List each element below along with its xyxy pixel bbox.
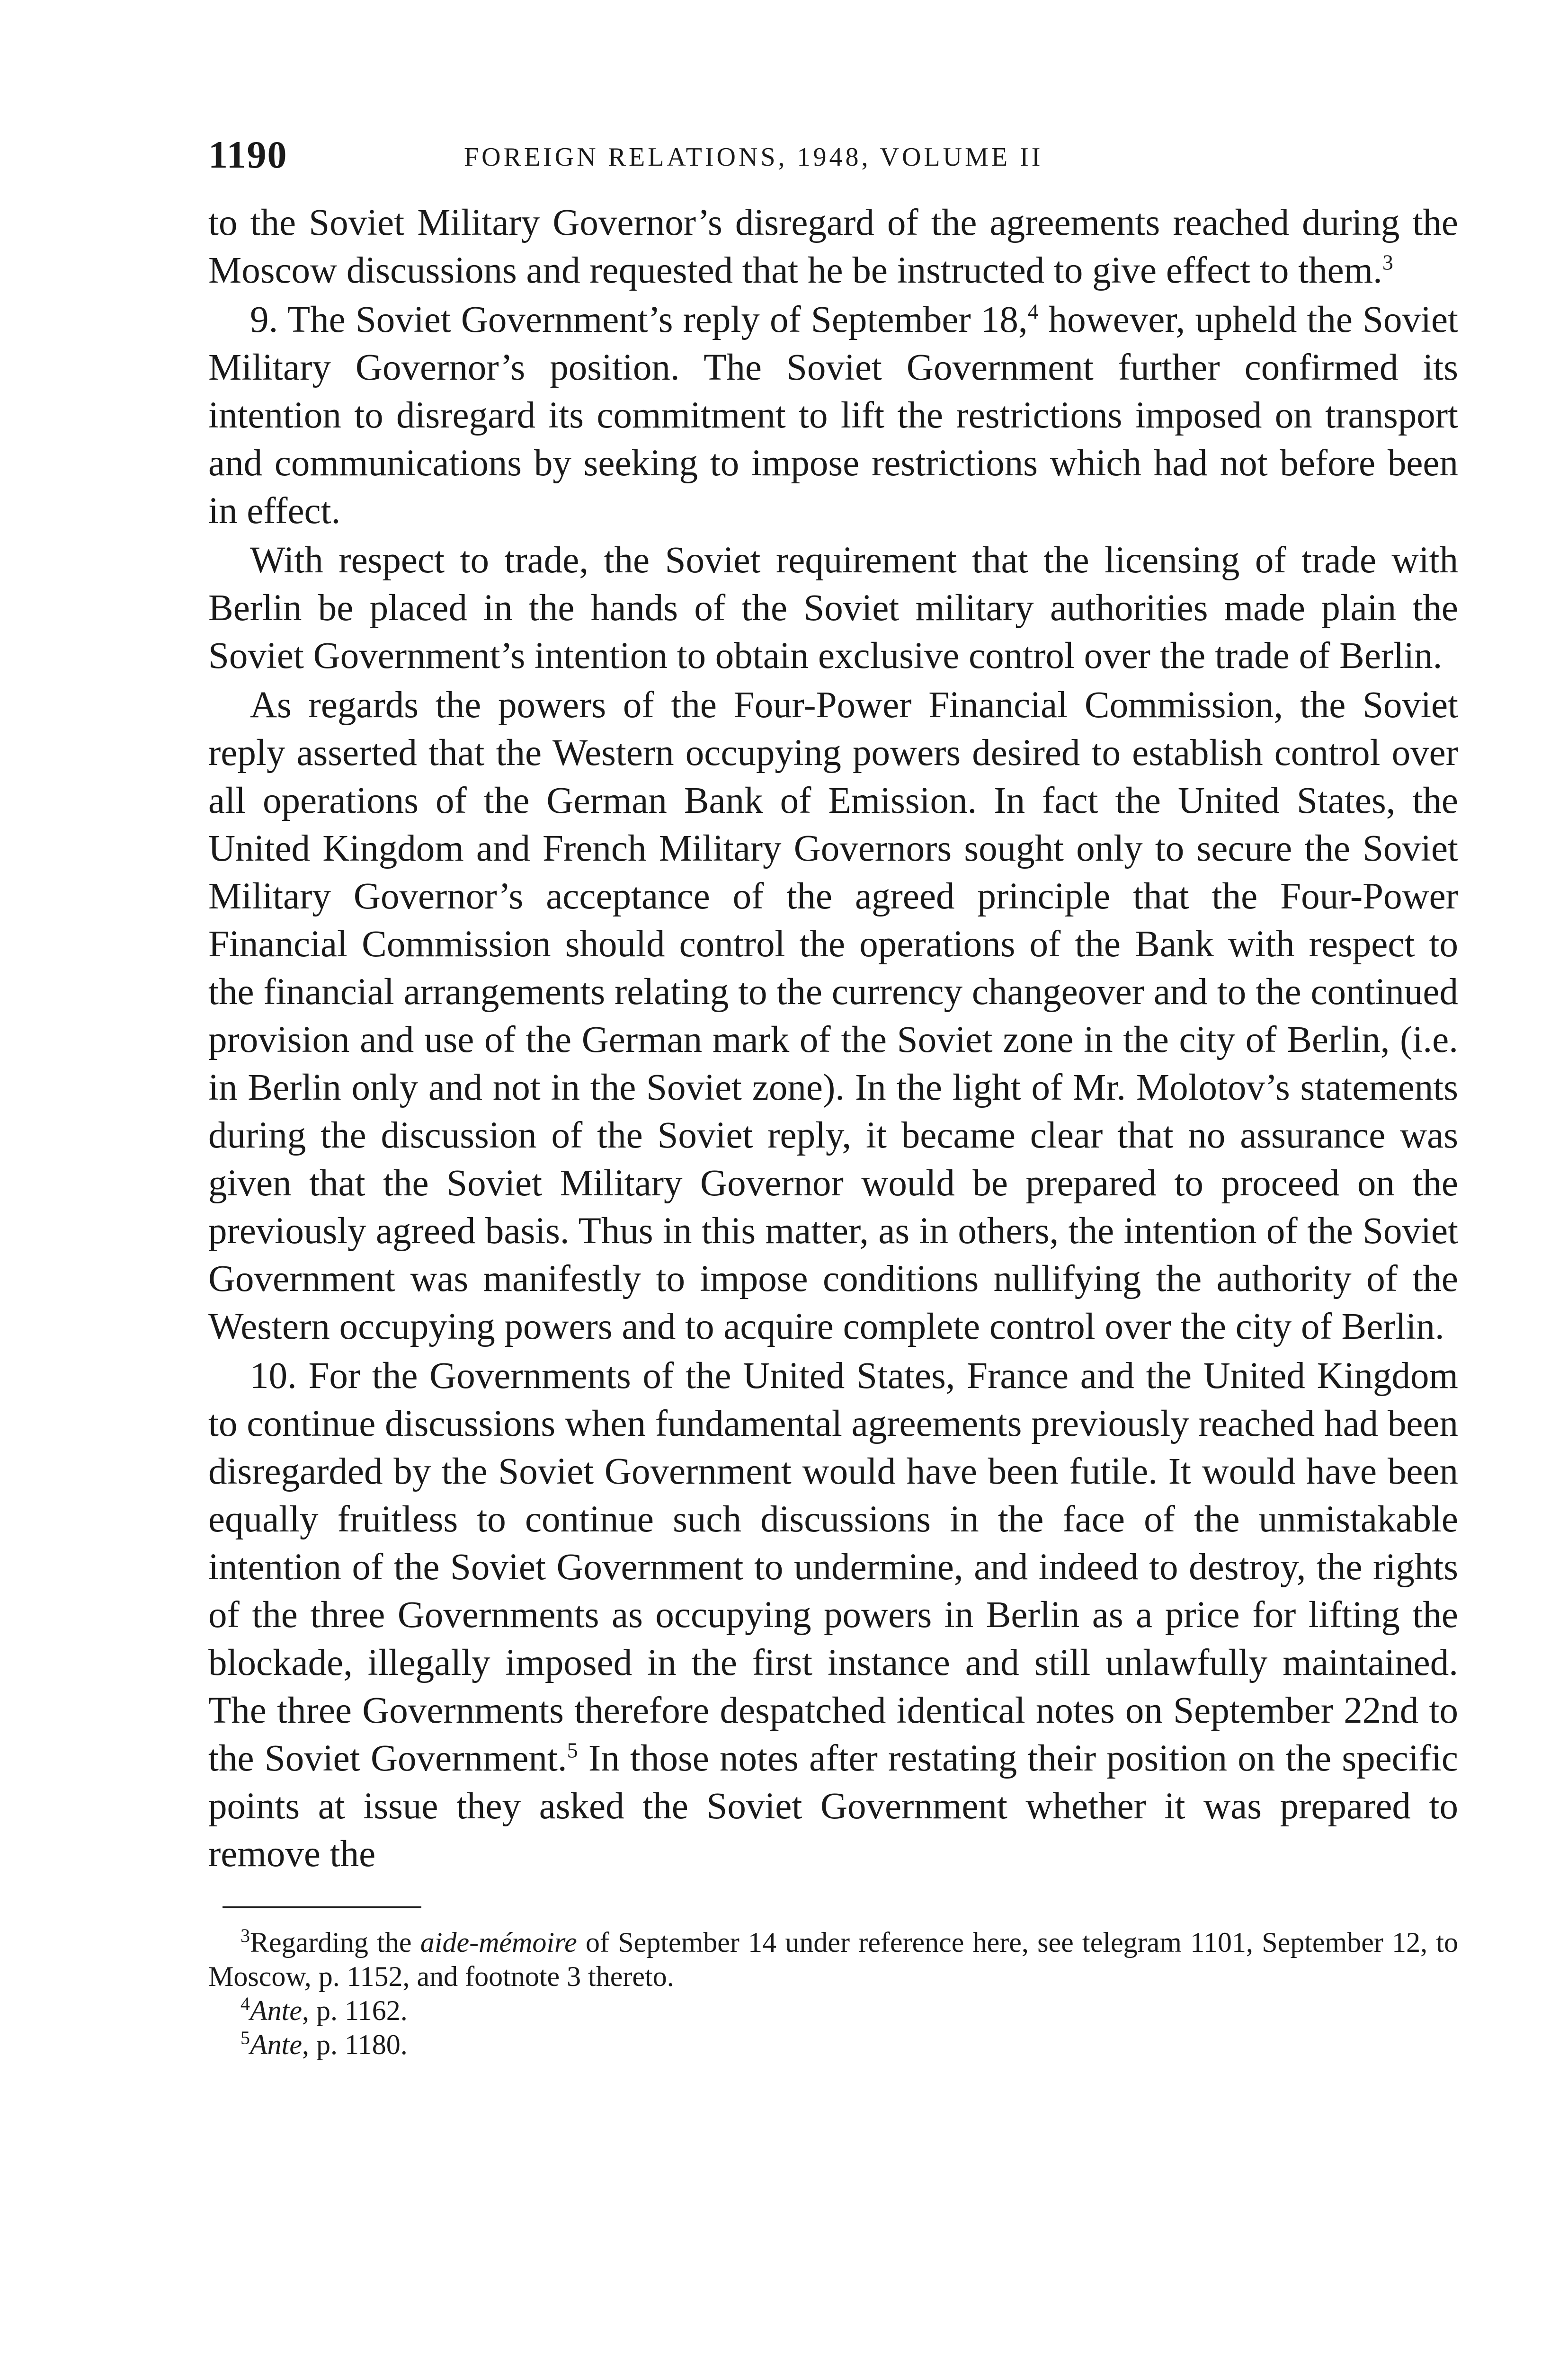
paragraph-text: As regards the powers of the Four-Power Financial Commission, the Soviet reply asserted that the Western occupying powers desired to establish control over all operations of the German Bank of Emission. In fact the United States, the United Kingdom and French Military Governors sought only to secure the Soviet Military Governor’s acceptance of the agreed principle that the Four-Power Financial Commission should control the operations of the Bank with respect to the financial arrangements relating to the currency changeover and to the continued provision and use of the German mark of the Soviet zone in the city of Berlin, (i.e. in Berlin only and not in the Soviet zone). In the light of Mr. Molotov’s statements during the discussion of the Soviet reply, it became clear that no assurance was given that the Soviet Military Governor would be prepared to proceed on the previously agreed basis. Thus in this matter, as in others, the intention of the Soviet Government was manifestly to impose conditions nullifying the authority of the Western occupying powers and to acquire complete control over the city of Berlin. <box>208 685 1458 1347</box>
paragraph-9 <box>208 296 1458 535</box>
page-number: 1190 <box>208 133 288 176</box>
paragraph-text: however, upheld the Soviet Military Governor’s position. The Soviet Government further confirmed its intention to disregard its commitment to lift the restrictions imposed on transport and communications by seeking to impose restrictions which had not before been in effect. <box>208 299 1459 532</box>
paragraph-financial-commission <box>208 681 1458 1351</box>
footnote-italic: aide-mémoire <box>420 1927 577 1958</box>
footnote-text: , p. 1180. <box>302 2029 408 2060</box>
footnote-marker-3: 3 <box>1382 250 1393 275</box>
footnote-text: Regarding the <box>250 1927 420 1958</box>
footnote-ref: 3 <box>241 1925 250 1946</box>
paragraph-text: to the Soviet Military Governor’s disregard of the agreements reached during the Moscow discussions and requested that he be instructed to give effect to them. <box>208 202 1458 291</box>
paragraph-trade <box>208 536 1458 680</box>
footnote-ref: 4 <box>241 1993 250 2014</box>
footnote-4 <box>208 1993 1458 2028</box>
footnote-ref: 5 <box>241 2027 250 2048</box>
paragraph-text: In those notes after restating their position on the specific points at issue they asked the Soviet Government whether it was prepared to remove the <box>208 1738 1459 1875</box>
footnote-italic: Ante <box>250 2029 302 2060</box>
paragraph-1 <box>208 199 1458 294</box>
running-head: FOREIGN RELATIONS, 1948, VOLUME II <box>464 142 1043 172</box>
footnote-text: , p. 1162. <box>302 1995 408 2026</box>
footnote-divider <box>223 1906 421 1908</box>
paragraph-10 <box>208 1352 1458 1878</box>
paragraph-text: With respect to trade, the Soviet requirement that the licensing of trade with Berlin be placed in the hands of the Soviet military authorities made plain the Soviet Government’s intention to obtain exclusive control over the trade of Berlin. <box>208 540 1458 676</box>
footnote-text: of September 14 under reference here, see telegram 1101, September 12, to Moscow, p. 1152, and footnote 3 thereto. <box>208 1927 1459 1992</box>
paragraph-lead: 10. For the Governments of the United States, France and the United Kingdom to continue discussions when fundamental agreements previously reached had been disregarded by the Soviet Government would have been futile. It would have been equally fruitless to continue such discussions in the face of the unmistakable intention of the Soviet Government to undermine, and indeed to destroy, the rights of the three Governments as occupying powers in Berlin as a price for lifting the blockade, illegally imposed in the first instance and still unlawfully maintained. The three Governments therefore despatched identical notes on September 22nd to the Soviet Government. <box>208 1355 1458 1779</box>
paragraph-lead: 9. The Soviet Government’s reply of September 18, <box>250 299 1028 340</box>
footnote-italic: Ante <box>250 1995 302 2026</box>
footnotes <box>208 1925 1458 2062</box>
footnote-3 <box>208 1925 1458 1993</box>
page-header <box>208 123 1454 189</box>
footnote-marker-4: 4 <box>1027 299 1039 324</box>
body-text <box>208 199 1458 1878</box>
footnote-5 <box>208 2028 1458 2062</box>
footnote-marker-5: 5 <box>567 1738 578 1762</box>
